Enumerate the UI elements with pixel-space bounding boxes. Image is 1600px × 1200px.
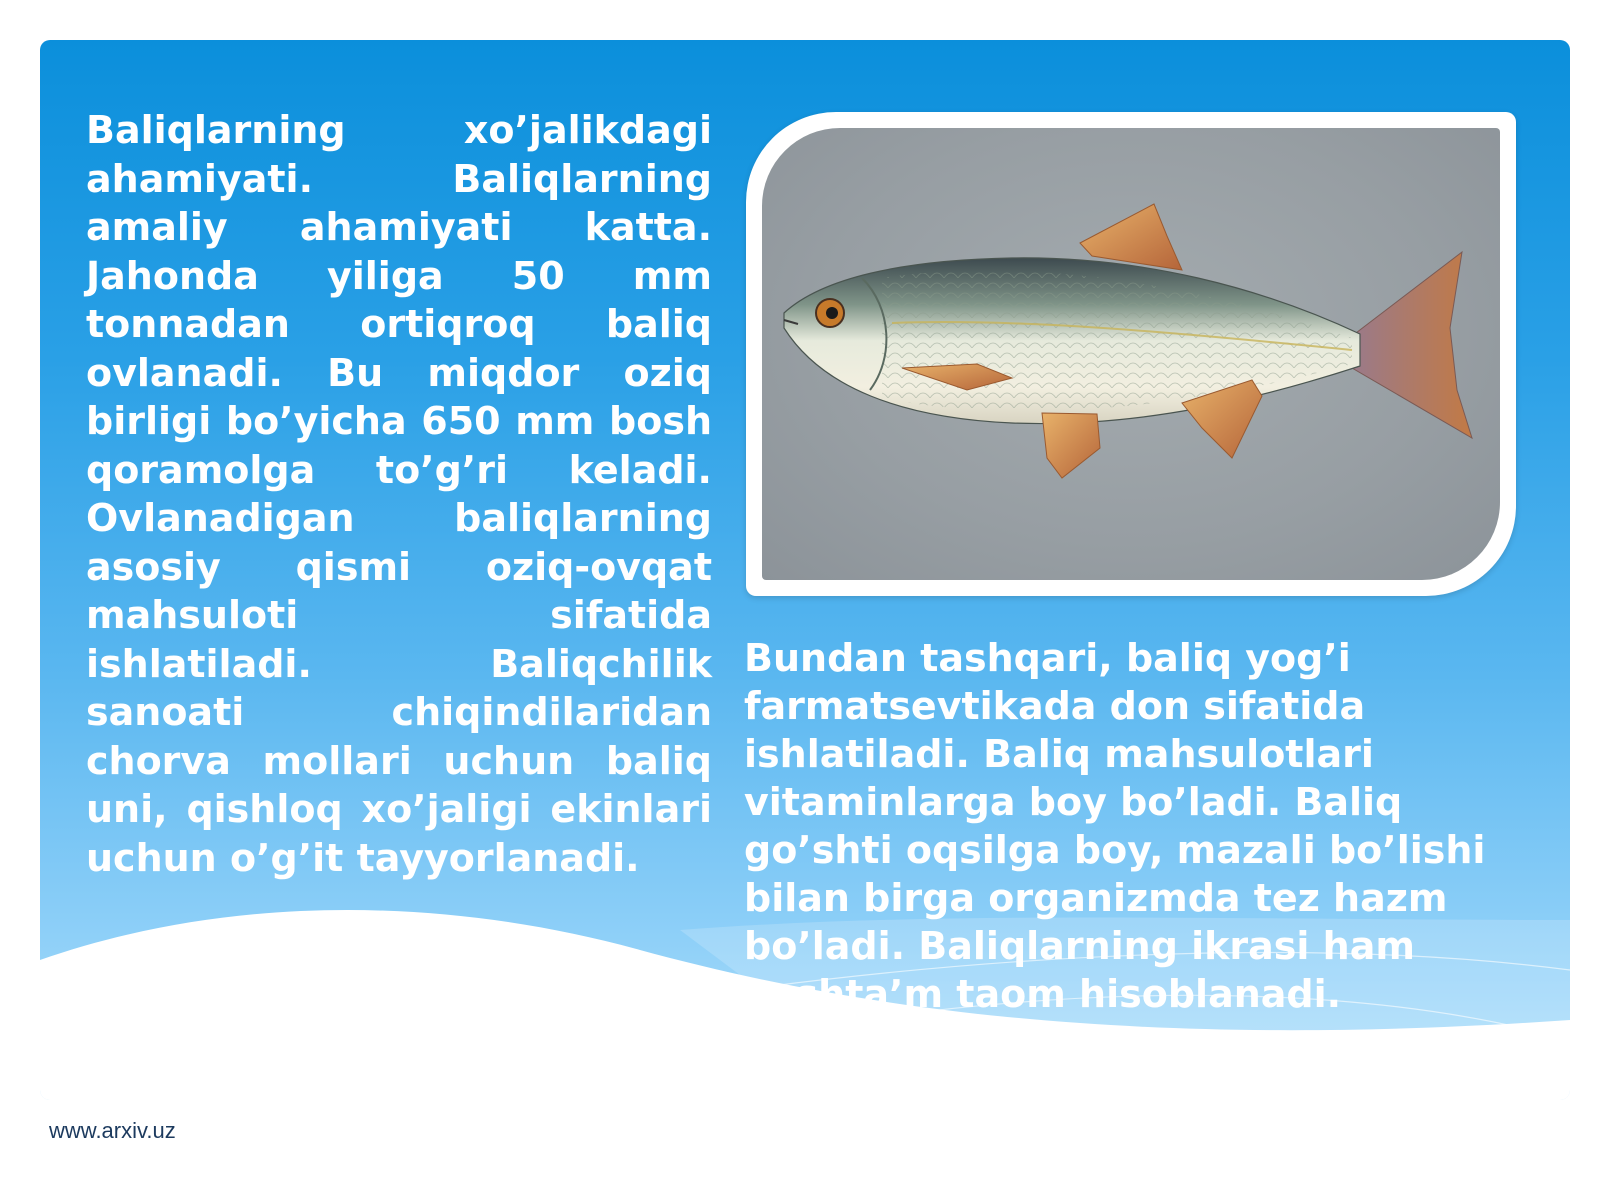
right-paragraph: Bundan tashqari, baliq yog’i farmatsevtikada don sifatida ishlatiladi. Baliq mahsulotlari vitaminlarga boy bo’ladi. Baliq go’shti oqsilga boy, mazali bo’lishi bilan birga organizmda tez hazm bo’ladi. Baliqlarning ikrasi ham xushta’m taom hisoblanadi.: [744, 636, 1486, 1016]
slide: [40, 40, 1570, 1100]
footer-website: www.arxiv.uz: [49, 1118, 176, 1143]
left-paragraph: Baliqlarning xo’jalikdagi ahamiyati. Baliqlarning amaliy ahamiyati katta. Jahonda yiliga 50 mm tonnadan ortiqroq baliq ovlanadi. Bu miqdor oziq birligi bo’yicha 650 mm bosh qoramolga to’g’ri keladi. Ovlanadigan baliqlarning asosiy qismi oziq-ovqat mahsuloti sifatida ishlatiladi. Baliqchilik sanoati chiqindilaridan chorva mollari uchun baliq uni, qishloq xo’jaligi ekinlari uchun o’g’it tayyorlanadi.: [86, 108, 712, 880]
